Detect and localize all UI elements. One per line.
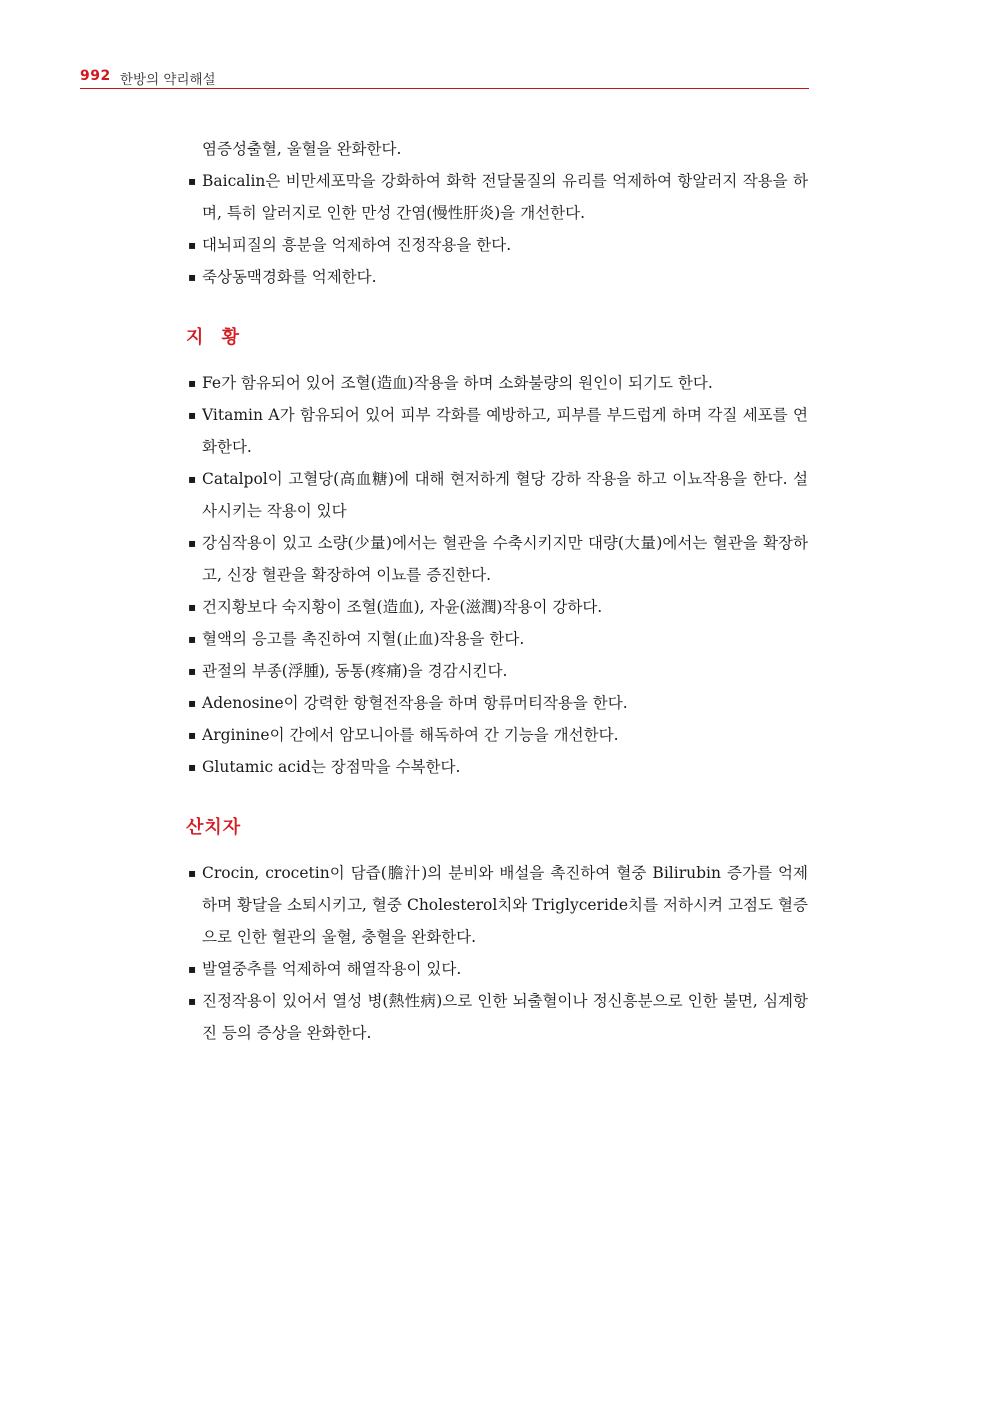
bullet-icon: ▪ [188, 238, 197, 252]
list-item [186, 751, 808, 783]
bullet-icon: ▪ [188, 994, 197, 1008]
list-item [186, 165, 808, 229]
list-item [186, 229, 808, 261]
list-item [186, 655, 808, 687]
list-item [186, 367, 808, 399]
section-title-jihwang: 지 황 [186, 327, 246, 348]
list-item-text: Baicalin은 비만세포막을 강화하여 화학 전달물질의 유리를 억제하여 항알러지 작용을 하며, 특히 알러지로 인한 만성 간염(慢性肝炎)을 개선한다. [202, 172, 808, 222]
list-item-text: 강심작용이 있고 소량(少量)에서는 혈관을 수축시키지만 대량(大量)에서는 혈관을 확장하고, 신장 혈관을 확장하여 이뇨를 증진한다. [202, 534, 808, 584]
list-item [186, 623, 808, 655]
bullet-icon: ▪ [188, 376, 197, 390]
list-item-text: 대뇌피질의 흥분을 억제하여 진정작용을 한다. [202, 236, 512, 254]
bullet-icon: ▪ [188, 728, 197, 742]
list-item-text: Vitamin A가 함유되어 있어 피부 각화를 예방하고, 피부를 부드럽게 하며 각질 세포를 연화한다. [202, 406, 808, 456]
bullet-icon: ▪ [188, 866, 197, 880]
bullet-icon: ▪ [188, 174, 197, 188]
list-item [186, 857, 808, 953]
list-item-text: Adenosine이 강력한 항혈전작용을 하며 항류머티작용을 한다. [202, 694, 628, 712]
bullet-icon: ▪ [188, 600, 197, 614]
bullet-icon: ▪ [188, 632, 197, 646]
list-item-text: 발열중추를 억제하여 해열작용이 있다. [202, 960, 462, 978]
list-item [186, 527, 808, 591]
list-item-text: Fe가 함유되어 있어 조혈(造血)작용을 하며 소화불량의 원인이 되기도 한다. [202, 374, 713, 392]
list-item-text: Glutamic acid는 장점막을 수복한다. [202, 758, 461, 776]
page-header [80, 66, 809, 89]
list-item-text: 건지황보다 숙지황이 조혈(造血), 자윤(滋潤)작용이 강하다. [202, 598, 603, 616]
list-item-text: Crocin, crocetin이 담즙(膽汁)의 분비와 배설을 촉진하여 혈중 Bilirubin 증가를 억제하며 황달을 소퇴시키고, 혈중 Cholesterol치와 Triglyceride치를 저하시켜 고점도 혈증으로 인한 혈관의 울혈, 충혈을 완화한다. [202, 864, 808, 946]
bullet-icon: ▪ [188, 472, 197, 486]
continuation-line: 염증성출혈, 울혈을 완화한다. [202, 140, 402, 158]
list-item [186, 261, 808, 293]
running-title: 한방의 약리해설 [120, 72, 216, 88]
bullet-icon: ▪ [188, 536, 197, 550]
bullet-icon: ▪ [188, 962, 197, 976]
page-body [186, 133, 808, 1049]
bullet-icon: ▪ [188, 696, 197, 710]
list-item [186, 463, 808, 527]
section-title-sanchija: 산치자 [186, 817, 242, 838]
list-item-text: Catalpol이 고혈당(高血糖)에 대해 현저하게 혈당 강하 작용을 하고 이뇨작용을 한다. 설사시키는 작용이 있다 [202, 470, 808, 520]
list-item-text: 죽상동맥경화를 억제한다. [202, 268, 377, 286]
bullet-icon: ▪ [188, 760, 197, 774]
list-item [186, 953, 808, 985]
list-item-text: 혈액의 응고를 촉진하여 지혈(止血)작용을 한다. [202, 630, 525, 648]
list-item [186, 985, 808, 1049]
page-number: 992 [80, 68, 111, 84]
bullet-icon: ▪ [188, 408, 197, 422]
bullet-icon: ▪ [188, 664, 197, 678]
list-item-text: 진정작용이 있어서 열성 병(熱性病)으로 인한 뇌출혈이나 정신흥분으로 인한 불면, 심계항진 등의 증상을 완화한다. [202, 992, 808, 1042]
list-item-text: 관절의 부종(浮腫), 동통(疼痛)을 경감시킨다. [202, 662, 508, 680]
list-item [186, 591, 808, 623]
list-item [186, 687, 808, 719]
list-item-text: Arginine이 간에서 암모니아를 해독하여 간 기능을 개선한다. [202, 726, 619, 744]
list-item [186, 399, 808, 463]
bullet-icon: ▪ [188, 270, 197, 284]
list-item [186, 719, 808, 751]
